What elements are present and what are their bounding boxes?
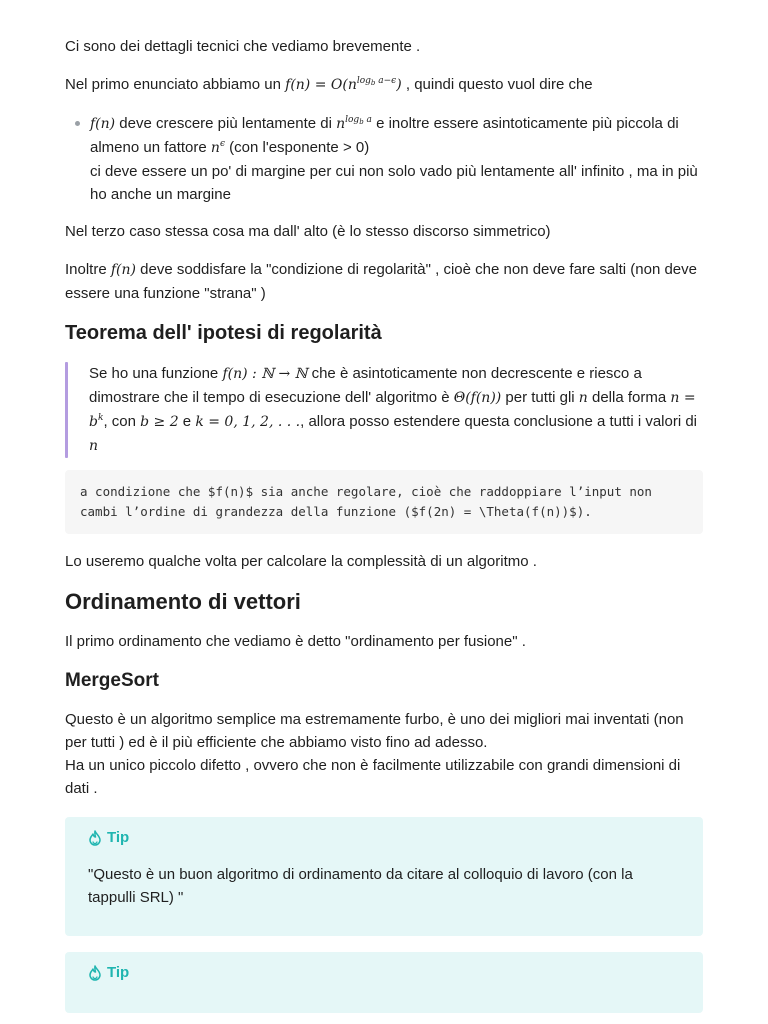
flame-icon [88, 830, 102, 846]
paragraph-third-case: Nel terzo caso stessa cosa ma dall' alto (è lo stesso discorso simmetrico) [65, 223, 551, 240]
paragraph-merge-intro: Il primo ordinamento che vediamo è detto "ordinamento per fusione" . [65, 633, 526, 650]
tip-text: "Questo è un buon algoritmo di ordinamento da citare al colloquio di lavoro (con la tappulli SRL) " [88, 866, 633, 906]
tip-header-2 [88, 963, 680, 983]
list-item: f(n) deve crescere più lentamente di $n^{log_b a}$ e inoltre essere asintoticamente più piccola di almeno un fattore $n^\epsilon$ (con l'esponente > 0) ci deve essere un po' di margine per cui non solo vado più lentamente all' infinito , ma in più ho anche un margine [65, 112, 703, 206]
tip-callout [65, 817, 703, 936]
paragraph-mergesort-desc: Questo è un algoritmo semplice ma estremamente furbo, è uno dei migliori mai inventati (non per tutti ) ed è il più efficiente che abbiamo visto fino ad adesso. Ha un unico piccolo difetto , ovvero che non è facilmente utilizzabile con grandi dimensioni di dati . [65, 711, 684, 797]
tip-header [88, 828, 680, 848]
theorem-text: Se ho una funzione f(n) : ℕ → ℕ che è asintoticamente non decrescente e riesco a dimostrare che il tempo di esecuzione dell' algoritmo è Θ(f(n)) per tutti gli n della forma $n = b^k$, con b ≥ 2 e k = 0, 1, 2, . . ., allora posso estendere questa conclusione a tutti i valori di n [89, 365, 698, 454]
heading-vector-sorting: Ordinamento di vettori [65, 589, 301, 614]
bullet-dot-icon [75, 121, 80, 126]
paragraph-intro: Ci sono dei dettagli tecnici che vediamo brevemente . [65, 38, 421, 55]
heading-mergesort: MergeSort [65, 670, 159, 691]
code-block: a condizione che $f(n)$ sia anche regolare, cioè che raddoppiare l’input non cambi l’ordine di grandezza della funzione ($f(2n) = \Theta(f(n))$). [65, 470, 703, 534]
blockquote-bar [65, 362, 68, 458]
paragraph-first-case: Nel primo enunciato abbiamo un $f(n) = O(n^{log_b a-\epsilon})$ , quindi questo vuol dire che [65, 76, 593, 93]
heading-regularity-theorem: Teorema dell' ipotesi di regolarità [65, 322, 382, 344]
flame-icon [88, 965, 102, 981]
tip-label: Tip [107, 829, 130, 846]
math-big-o: $f(n) = O(n^{log_b a-\epsilon})$ [285, 76, 402, 93]
paragraph-regularity-condition: Inoltre f(n) deve soddisfare la "condizione di regolarità" , cioè che non deve fare salti (non deve essere una funzione "strana" ) [65, 261, 697, 302]
paragraph-usage: Lo useremo qualche volta per calcolare la complessità di un algoritmo . [65, 553, 537, 570]
tip-callout-2 [65, 952, 703, 1013]
tip-label: Tip [107, 964, 130, 981]
theorem-blockquote [65, 362, 703, 458]
bullet-list [65, 112, 703, 206]
